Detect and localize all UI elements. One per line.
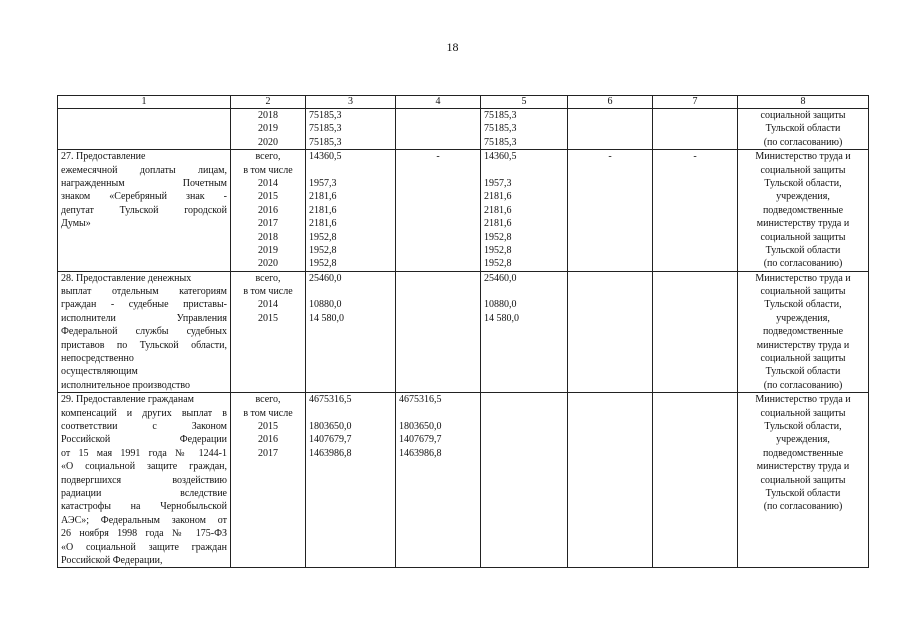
cell-line: АЭС»; Федеральным законом от [61, 514, 227, 526]
cell-line: Российской Федерации, [61, 554, 163, 566]
cell-line: Министерство труда и [755, 394, 851, 406]
cell-line: исполнители Управления [61, 312, 227, 324]
cell-line [484, 285, 564, 298]
cell-line: министерству труда и [756, 461, 850, 473]
cell-line: 14 580,0 [484, 312, 519, 324]
table-row [58, 393, 869, 568]
cell-line: Министерство труда и [755, 151, 851, 163]
cell-line: 4675316,5 [399, 394, 442, 406]
cell-line: 4675316,5 [309, 394, 352, 406]
cell-line: Российской Федерации [61, 434, 227, 446]
cell-line: 14 580,0 [309, 312, 344, 324]
cell-line: подведомственные [762, 204, 844, 216]
cell-line: 1952,8 [484, 258, 512, 270]
cell-line: 2020 [258, 258, 278, 270]
cell-line: 2181,6 [309, 191, 337, 203]
cell-line: 2019 [258, 244, 278, 256]
header-cell: 6 [568, 96, 653, 109]
table-cell-col4 [396, 109, 481, 150]
cell-line [484, 164, 564, 177]
table-cell-col8 [738, 271, 869, 393]
cell-line: социальной защиты [760, 286, 846, 298]
cell-line: 2181,6 [309, 204, 337, 216]
cell-line: социальной защиты [760, 164, 846, 176]
cell-line [309, 285, 392, 298]
table-cell-col4 [396, 271, 481, 393]
cell-line: 2181,6 [484, 218, 512, 230]
table-cell-col8 [738, 393, 869, 568]
cell-line: 2018 [258, 110, 278, 121]
table-cell-col7 [653, 271, 738, 393]
cell-line: 1463986,8 [309, 447, 352, 459]
table-cell-col5 [481, 393, 568, 568]
cell-line: 14360,5 [309, 151, 342, 163]
cell-line: 1407679,7 [309, 434, 352, 446]
cell-line: учреждения, [776, 312, 830, 324]
cell-line: всего, [255, 151, 281, 163]
table-cell-col1 [58, 150, 231, 272]
cell-line: 2014 [258, 299, 278, 311]
cell-line: Тульской области [765, 123, 841, 135]
cell-line: 14360,5 [484, 151, 517, 163]
cell-line: приставов по Тульской области, [61, 339, 227, 351]
cell-line: 2015 [258, 191, 278, 203]
header-cell: 8 [738, 96, 869, 109]
cell-line: Тульской области, [764, 420, 842, 432]
table-cell-col6 [568, 393, 653, 568]
cell-line: 1957,3 [484, 177, 512, 189]
cell-line: Думы» [61, 218, 91, 230]
cell-line: (по согласованию) [763, 379, 843, 391]
cell-line: в том числе [243, 407, 293, 419]
table-cell-col2 [231, 109, 306, 150]
table-cell-col2 [231, 393, 306, 568]
cell-line: 2017 [258, 447, 278, 459]
cell-line: 75185,3 [309, 136, 342, 148]
table-row [58, 271, 869, 393]
page-number: 18 [446, 40, 459, 54]
table-cell-col3 [306, 271, 396, 393]
cell-line: 2181,6 [484, 191, 512, 203]
cell-line [399, 407, 477, 420]
table-cell-col3 [306, 393, 396, 568]
header-cell: 1 [58, 96, 231, 109]
cell-line: 75185,3 [484, 110, 517, 121]
cell-line: Тульской области, [764, 177, 842, 189]
cell-line: 1957,3 [309, 177, 337, 189]
header-cell: 4 [396, 96, 481, 109]
cell-line: 2014 [258, 177, 278, 189]
cell-line: 1407679,7 [399, 434, 442, 446]
cell-line: подведомственные [762, 326, 844, 338]
cell-line: «О социальной защите граждан [61, 541, 227, 553]
cell-line: - [436, 151, 440, 163]
cell-line: 2015 [258, 420, 278, 432]
cell-line: подведомственные [762, 447, 844, 459]
cell-line: катастрофы на Чернобыльской [61, 501, 227, 513]
cell-line: - [693, 151, 697, 163]
cell-line: 2015 [258, 312, 278, 324]
cell-line: (по согласованию) [763, 258, 843, 270]
cell-line: (по согласованию) [763, 501, 843, 513]
cell-line: 29. Предоставление гражданам [61, 394, 194, 406]
cell-line: непосредственно [61, 353, 134, 365]
cell-line: награжденным Почетным [61, 177, 227, 189]
header-cell: 5 [481, 96, 568, 109]
cell-line: 1952,8 [309, 244, 337, 256]
cell-line: социальной защиты [760, 353, 846, 365]
cell-line: компенсаций и других выплат в [61, 407, 227, 419]
cell-line: 1952,8 [484, 231, 512, 243]
cell-line: 1952,8 [484, 244, 512, 256]
cell-line: социальной защиты [760, 110, 846, 121]
cell-line: 1952,8 [309, 258, 337, 270]
cell-line: 2020 [258, 136, 278, 148]
cell-line: 75185,3 [484, 123, 517, 135]
table-cell-col7 [653, 150, 738, 272]
cell-line: 25460,0 [484, 272, 517, 284]
table-cell-col3 [306, 150, 396, 272]
cell-line: радиации вследствие [61, 487, 227, 499]
table-cell-col5 [481, 109, 568, 150]
table-cell-col1 [58, 393, 231, 568]
cell-line: министерству труда и [756, 339, 850, 351]
cell-line: 2181,6 [484, 204, 512, 216]
table-cell-col8 [738, 150, 869, 272]
cell-line: в том числе [243, 164, 293, 176]
header-cell: 2 [231, 96, 306, 109]
table-cell-col4 [396, 150, 481, 272]
cell-line: от 15 мая 1991 года № 1244-1 [61, 447, 227, 459]
cell-line: выплат отдельным категориям [61, 286, 227, 298]
cell-line: учреждения, [776, 191, 830, 203]
cell-line: 75185,3 [484, 136, 517, 148]
table-cell-col6 [568, 271, 653, 393]
cell-line: 2181,6 [309, 218, 337, 230]
cell-line: социальной защиты [760, 474, 846, 486]
cell-line: Министерство труда и [755, 272, 851, 284]
cell-line: - [608, 151, 612, 163]
cell-line: 10880,0 [309, 299, 342, 311]
cell-line: 2016 [258, 434, 278, 446]
cell-line: 2016 [258, 204, 278, 216]
table-cell-col5 [481, 271, 568, 393]
cell-line: граждан - судебные приставы- [61, 299, 227, 311]
cell-line: учреждения, [776, 434, 830, 446]
cell-line: социальной защиты [760, 407, 846, 419]
table-header-row [58, 96, 869, 109]
cell-line: Тульской области, [764, 299, 842, 311]
cell-line: (по согласованию) [763, 136, 843, 148]
cell-line: 1463986,8 [399, 447, 442, 459]
cell-line: осуществляющим [61, 366, 138, 378]
cell-line [309, 164, 392, 177]
cell-line: всего, [255, 272, 281, 284]
cell-line [309, 407, 392, 420]
cell-line: 1803650,0 [399, 420, 442, 432]
header-cell: 7 [653, 96, 738, 109]
cell-line: 2017 [258, 218, 278, 230]
cell-line: 2018 [258, 231, 278, 243]
cell-line: всего, [255, 394, 281, 406]
cell-line: 25460,0 [309, 272, 342, 284]
cell-line: в том числе [243, 286, 293, 298]
table-row [58, 109, 869, 150]
table-cell-col7 [653, 393, 738, 568]
cell-line: 75185,3 [309, 123, 342, 135]
cell-line: министерству труда и [756, 218, 850, 230]
cell-line: Тульской области [765, 487, 841, 499]
table-cell-col1 [58, 271, 231, 393]
cell-line: социальной защиты [760, 231, 846, 243]
cell-line: ежемесячной доплаты лицам, [61, 164, 227, 176]
cell-line: исполнительное производство [61, 379, 191, 391]
table-cell-col3 [306, 109, 396, 150]
cell-line: 26 ноября 1998 года № 175-ФЗ [61, 528, 227, 540]
cell-line: 27. Предоставление [61, 151, 146, 163]
cell-line: 2019 [258, 123, 278, 135]
cell-line: Тульской области [765, 366, 841, 378]
table-cell-col8 [738, 109, 869, 150]
header-cell: 3 [306, 96, 396, 109]
table-row [58, 150, 869, 272]
cell-line: 1952,8 [309, 231, 337, 243]
table-cell-col4 [396, 393, 481, 568]
cell-line: подвергшихся воздействию [61, 474, 227, 486]
table-cell-col5 [481, 150, 568, 272]
cell-line: 28. Предоставление денежных [61, 272, 192, 284]
cell-line: Тульской области [765, 244, 841, 256]
cell-line: знаком «Серебряный знак - [61, 191, 227, 203]
table-cell-col6 [568, 109, 653, 150]
table-cell-col2 [231, 150, 306, 272]
cell-line: 1803650,0 [309, 420, 352, 432]
cell-line: «О социальной защите граждан, [61, 461, 227, 473]
funding-table [57, 95, 869, 568]
cell-line: 75185,3 [309, 110, 342, 121]
table-cell-col1 [58, 109, 231, 150]
cell-line: 10880,0 [484, 299, 517, 311]
cell-line: соответствии с Законом [61, 420, 227, 432]
cell-line: Федеральной службы судебных [61, 326, 227, 338]
table-cell-col2 [231, 271, 306, 393]
table-cell-col6 [568, 150, 653, 272]
table-cell-col7 [653, 109, 738, 150]
cell-line: депутат Тульской городской [61, 204, 227, 216]
